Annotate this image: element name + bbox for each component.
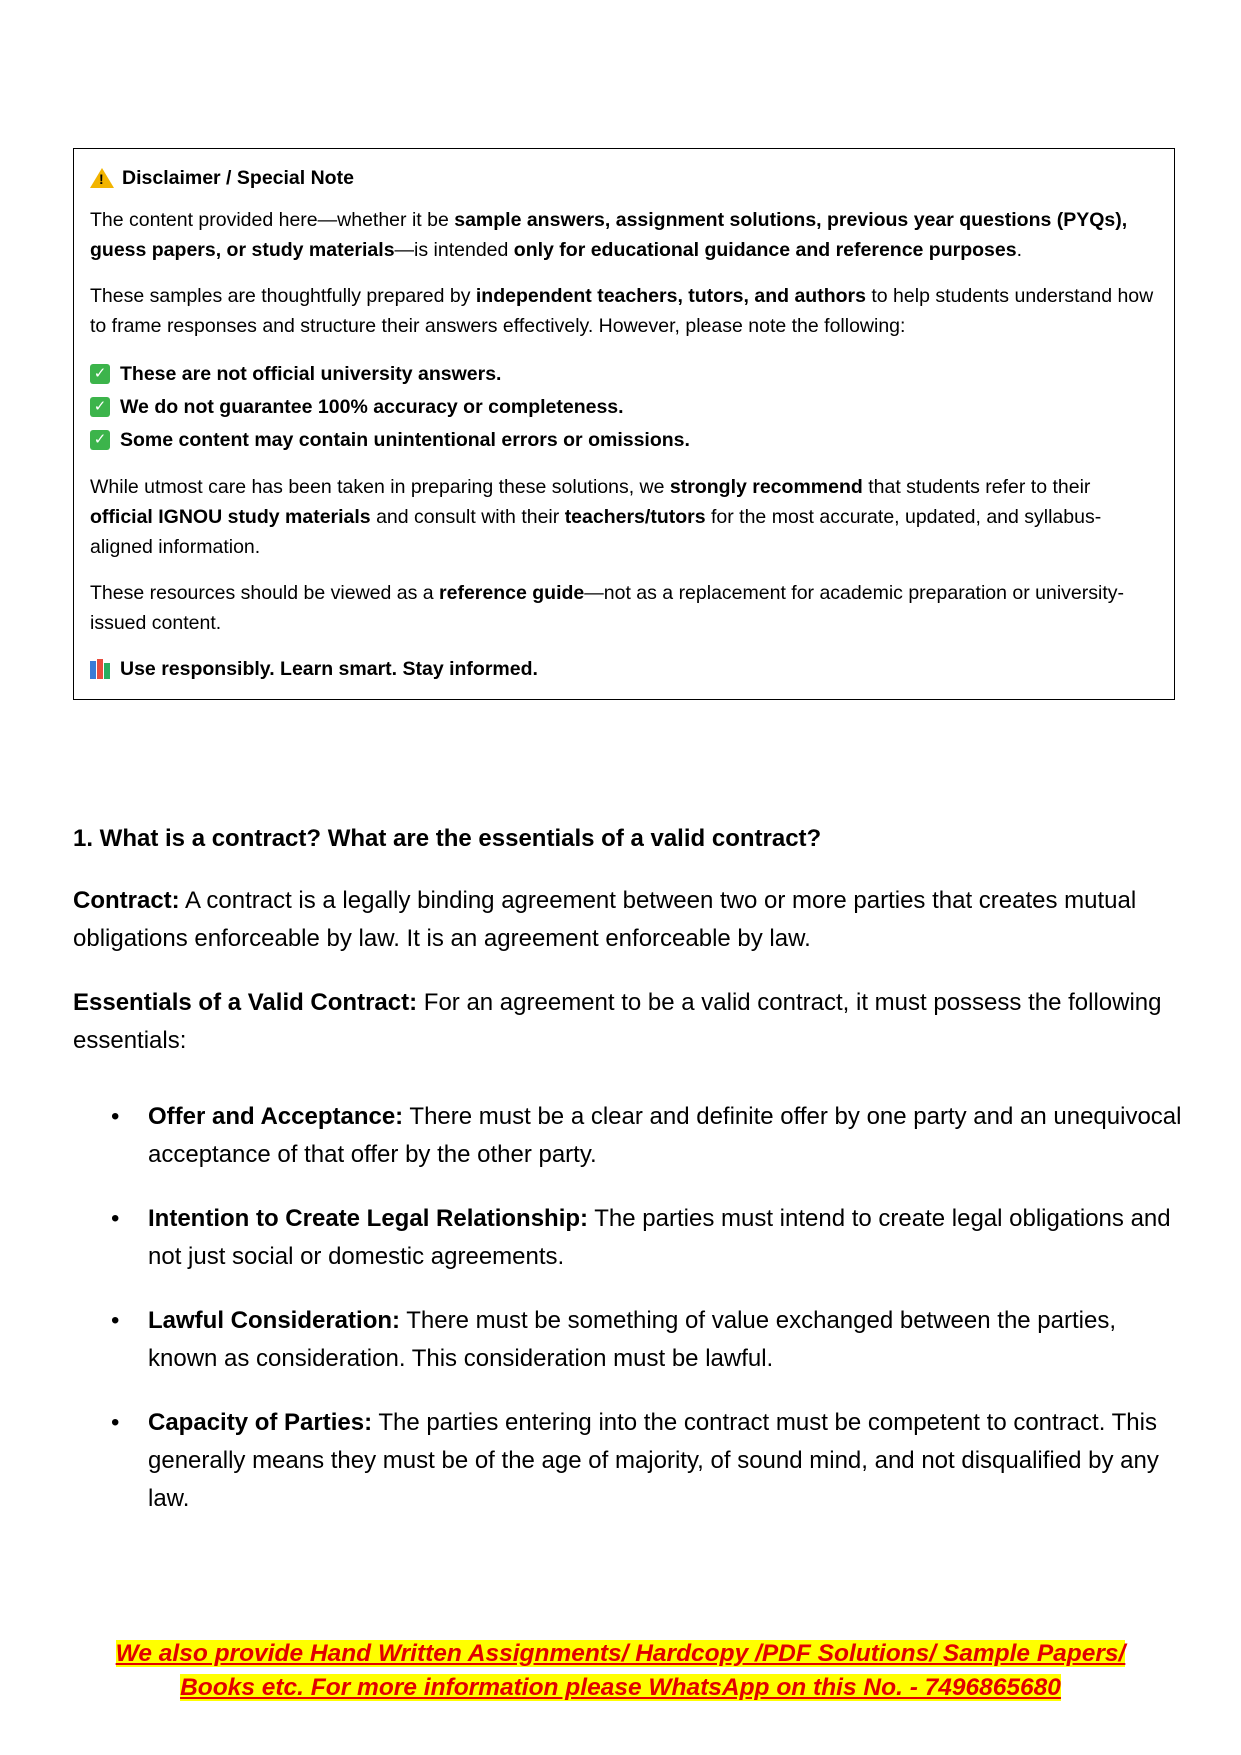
bold-run: independent teachers, tutors, and authors: [475, 285, 866, 307]
books-icon: [90, 659, 112, 679]
check-item: [90, 357, 1158, 390]
contract-definition: [73, 882, 1183, 958]
text-run: and consult with their: [370, 506, 565, 528]
list-item: [73, 1404, 1183, 1518]
bold-label: Lawful Consideration:: [148, 1307, 400, 1334]
check-mark-icon: ✓: [90, 430, 110, 450]
promo-line-1: We also provide Hand Written Assignments/ Hardcopy /PDF Solutions/ Sample Papers/: [115, 1640, 1126, 1667]
warning-icon: [90, 168, 114, 188]
bold-label: Capacity of Parties:: [148, 1409, 373, 1436]
text-run: While utmost care has been taken in preparing these solutions, we: [90, 476, 670, 498]
check-mark-icon: ✓: [90, 364, 110, 384]
text-run: The parties must intend to create legal obligations and not just social or domestic agreements.: [148, 1205, 1171, 1270]
check-item: [90, 423, 1158, 456]
text-run: The parties entering into the contract must be competent to contract. This generally means they must be of the age of majority, of sound mind, and not disqualified by any law.: [148, 1409, 1159, 1512]
main-content: [73, 820, 1183, 1544]
bullet-icon: •: [111, 1307, 120, 1334]
bold-label: Intention to Create Legal Relationship:: [148, 1205, 589, 1232]
disclaimer-title: [90, 163, 1158, 193]
disclaimer-footer: [90, 654, 1158, 684]
bullet-icon: •: [111, 1205, 120, 1232]
bold-run: only for educational guidance and reference purposes: [513, 239, 1017, 261]
essentials-intro: [73, 984, 1183, 1060]
check-item-text: Some content may contain unintentional errors or omissions.: [120, 428, 690, 451]
text-run: These resources should be viewed as a: [90, 582, 440, 604]
check-item-text: These are not official university answers.: [120, 362, 502, 385]
text-run: that students refer to their: [862, 476, 1091, 498]
check-item: [90, 390, 1158, 423]
bullet-icon: •: [111, 1103, 120, 1130]
list-item: [73, 1302, 1183, 1378]
bold-run: strongly recommend: [669, 476, 863, 498]
text-run: These samples are thoughtfully prepared by: [90, 285, 476, 307]
question-heading: 1. What is a contract? What are the essentials of a valid contract?: [73, 825, 822, 852]
text-run: .: [1016, 239, 1023, 261]
text-run: For an agreement to be a valid contract, it must possess the following essentials:: [73, 989, 1162, 1054]
bold-run: sample answers, assignment solutions, previous year questions (PYQs), guess papers, or study materials: [90, 209, 1128, 261]
text-run: The content provided here—whether it be: [90, 209, 455, 231]
text-run: for the most accurate, updated, and syllabus-aligned information.: [90, 506, 1102, 558]
bold-label: Offer and Acceptance:: [148, 1103, 404, 1130]
check-item-text: We do not guarantee 100% accuracy or completeness.: [120, 395, 624, 418]
disclaimer-footer-text: Use responsibly. Learn smart. Stay informed.: [120, 658, 538, 680]
bold-run: official IGNOU study materials: [90, 506, 371, 528]
disclaimer-title-text: Disclaimer / Special Note: [122, 167, 354, 189]
essentials-list: [73, 1098, 1183, 1518]
check-mark-icon: ✓: [90, 397, 110, 417]
bullet-icon: •: [111, 1409, 120, 1436]
bold-run: reference guide: [439, 582, 585, 604]
disclaimer-box: [73, 148, 1175, 700]
list-item: [73, 1098, 1183, 1174]
promo-line-2: Books etc. For more information please WhatsApp on this No. - 7496865680: [180, 1674, 1061, 1701]
text-run: A contract is a legally binding agreement between two or more parties that creates mutual obligations enforceable by law. It is an agreement enforceable by law.: [73, 887, 1137, 952]
disclaimer-paragraph-2: [90, 281, 1158, 341]
disclaimer-paragraph-1: [90, 205, 1158, 265]
bold-label: Essentials of a Valid Contract:: [73, 989, 418, 1016]
list-item: [73, 1200, 1183, 1276]
check-list: [90, 357, 1158, 456]
bold-label: Contract:: [73, 887, 180, 914]
text-run: There must be something of value exchanged between the parties, known as consideration. This consideration must be lawful.: [148, 1307, 1117, 1372]
text-run: —is intended: [394, 239, 514, 261]
text-run: —not as a replacement for academic preparation or university-issued content.: [90, 582, 1125, 634]
text-run: to help students understand how to frame responses and structure their answers effectively. However, please note the following:: [90, 285, 1154, 337]
bold-run: teachers/tutors: [564, 506, 706, 528]
text-run: There must be a clear and definite offer by one party and an unequivocal acceptance of that offer by the other party.: [148, 1103, 1182, 1168]
disclaimer-paragraph-4: [90, 578, 1158, 638]
promo-banner: [0, 1637, 1241, 1705]
disclaimer-paragraph-3: [90, 472, 1158, 562]
